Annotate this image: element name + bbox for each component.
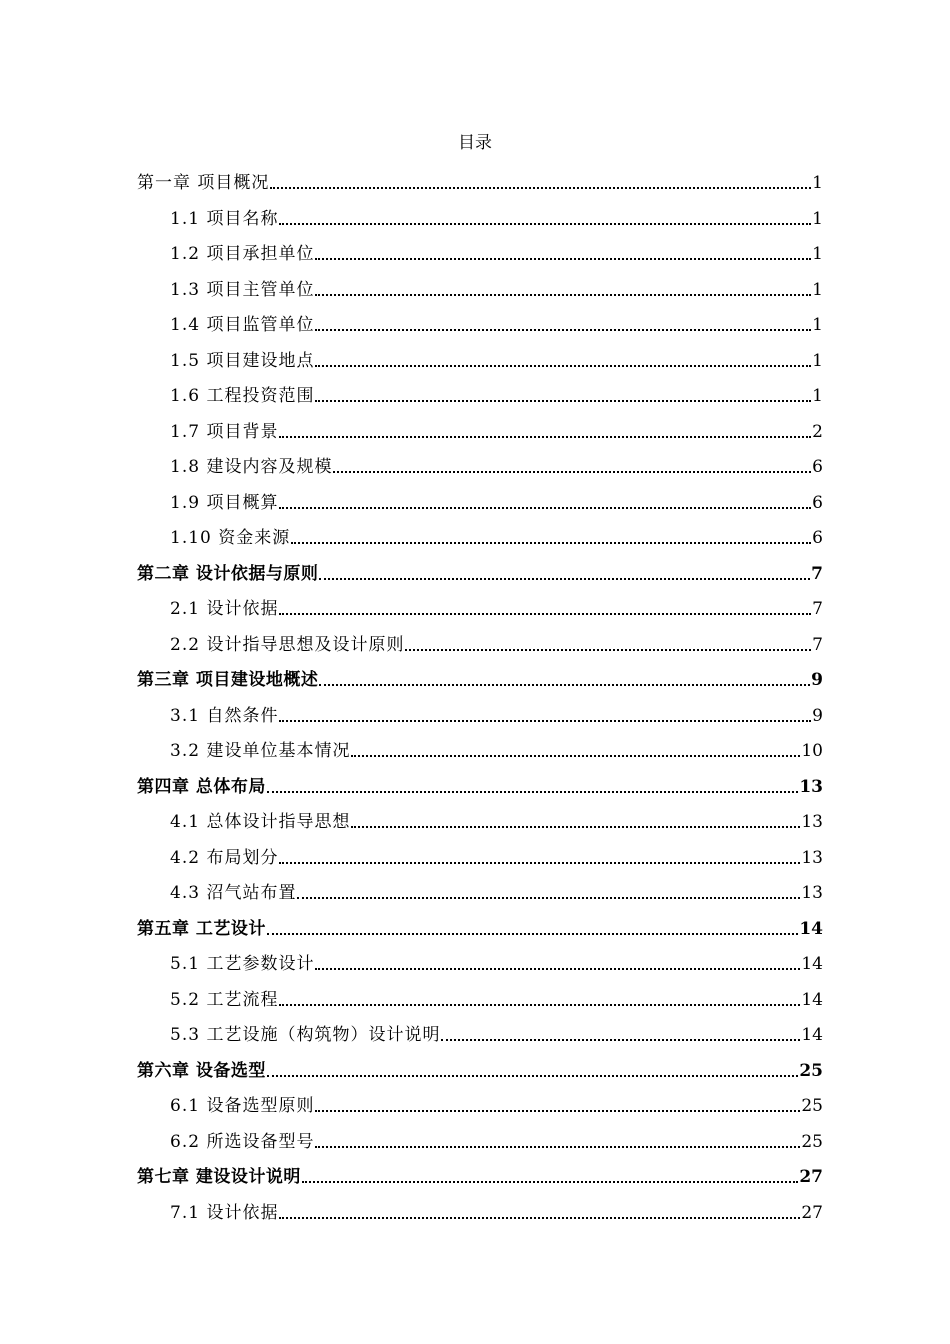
toc-entry-label: 5.2 工艺流程 (170, 989, 279, 1010)
toc-dot-leader (315, 400, 811, 402)
toc-entry-label: 1.6 工程投资范围 (170, 386, 315, 406)
toc-dot-leader (441, 1039, 800, 1041)
toc-dot-leader (279, 436, 811, 438)
toc-section-entry[interactable] (170, 837, 823, 869)
toc-section-entry[interactable] (170, 517, 823, 549)
toc-entry-label: 4.3 沼气站布置 (170, 883, 297, 903)
toc-page-number: 1 (812, 315, 823, 335)
toc-page-number: 2 (812, 421, 823, 442)
toc-dot-leader (319, 684, 810, 686)
toc-page-number: 13 (801, 883, 823, 903)
toc-dot-leader (279, 613, 811, 615)
toc-entry-label: 4.2 布局划分 (170, 847, 279, 868)
toc-section-entry[interactable] (170, 446, 823, 478)
toc-page-number: 14 (801, 954, 823, 974)
toc-entry-label: 6.1 设备选型原则 (170, 1096, 315, 1116)
toc-section-entry[interactable] (170, 943, 823, 975)
toc-chapter-entry[interactable] (137, 1156, 823, 1188)
toc-page-number: 27 (801, 1202, 823, 1223)
toc-dot-leader (315, 1110, 800, 1112)
toc-entry-label: 第四章 总体布局 (137, 776, 266, 797)
toc-page-number: 7 (811, 563, 823, 584)
toc-section-entry[interactable] (170, 872, 823, 904)
toc-dot-leader (319, 578, 810, 580)
toc-dot-leader (351, 826, 800, 828)
toc-entry-label: 6.2 所选设备型号 (170, 1131, 315, 1152)
toc-entry-label: 2.2 设计指导思想及设计原则 (170, 634, 405, 655)
toc-entry-label: 第六章 设备选型 (137, 1060, 266, 1081)
toc-page-number: 1 (812, 173, 823, 193)
toc-page-number: 9 (812, 705, 823, 726)
toc-chapter-entry[interactable] (137, 766, 823, 798)
toc-dot-leader (267, 933, 798, 935)
toc-section-entry[interactable] (170, 801, 823, 833)
toc-chapter-entry[interactable] (137, 162, 823, 194)
toc-page-number: 25 (801, 1131, 823, 1152)
toc-page-number: 7 (812, 634, 823, 655)
toc-entry-label: 第五章 工艺设计 (137, 918, 266, 939)
toc-dot-leader (267, 1075, 798, 1077)
toc-dot-leader (351, 755, 800, 757)
toc-section-entry[interactable] (170, 375, 823, 407)
toc-dot-leader (405, 649, 811, 651)
toc-dot-leader (279, 1217, 800, 1219)
toc-page-number: 13 (801, 812, 823, 832)
toc-dot-leader (315, 1146, 800, 1148)
toc-dot-leader (315, 258, 811, 260)
toc-entry-label: 5.3 工艺设施（构筑物）设计说明 (170, 1025, 441, 1045)
toc-chapter-entry[interactable] (137, 659, 823, 691)
toc-entry-label: 4.1 总体设计指导思想 (170, 812, 351, 832)
toc-page-number: 14 (801, 989, 823, 1010)
toc-entry-label: 7.1 设计依据 (170, 1202, 279, 1223)
toc-page-number: 13 (801, 847, 823, 868)
toc-entry-label: 1.1 项目名称 (170, 208, 279, 229)
toc-section-entry[interactable] (170, 269, 823, 301)
toc-dot-leader (279, 862, 800, 864)
toc-entry-label: 2.1 设计依据 (170, 599, 279, 619)
toc-page-number: 25 (799, 1060, 823, 1081)
toc-dot-leader (333, 471, 811, 473)
toc-page-number: 6 (812, 457, 823, 477)
toc-page-number: 7 (812, 599, 823, 619)
toc-page-number: 25 (801, 1096, 823, 1116)
toc-dot-leader (279, 720, 811, 722)
toc-section-entry[interactable] (170, 1014, 823, 1046)
toc-chapter-entry[interactable] (137, 908, 823, 940)
toc-chapter-entry[interactable] (137, 553, 823, 585)
toc-page-number: 27 (799, 1167, 823, 1187)
toc-entry-label: 1.8 建设内容及规模 (170, 457, 333, 477)
toc-dot-leader (267, 791, 798, 793)
toc-entry-label: 第七章 建设设计说明 (137, 1167, 301, 1187)
toc-entry-label: 第一章 项目概况 (137, 173, 270, 193)
toc-entry-label: 5.1 工艺参数设计 (170, 954, 315, 974)
toc-page-number: 14 (801, 1025, 823, 1045)
toc-section-entry[interactable] (170, 1121, 823, 1153)
toc-page-number: 1 (812, 350, 823, 371)
toc-page-number: 9 (811, 670, 823, 690)
toc-dot-leader (279, 507, 811, 509)
toc-entry-label: 第三章 项目建设地概述 (137, 670, 319, 690)
toc-section-entry[interactable] (170, 482, 823, 514)
toc-entry-label: 1.5 项目建设地点 (170, 350, 315, 371)
toc-dot-leader (297, 897, 800, 899)
toc-page-number: 1 (812, 279, 823, 300)
toc-section-entry[interactable] (170, 304, 823, 336)
toc-page-number: 13 (799, 776, 823, 797)
toc-section-entry[interactable] (170, 1085, 823, 1117)
toc-entry-label: 3.1 自然条件 (170, 705, 279, 726)
toc-entry-label: 1.7 项目背景 (170, 421, 279, 442)
toc-dot-leader (315, 294, 811, 296)
toc-page-number: 1 (812, 386, 823, 406)
toc-dot-leader (315, 329, 811, 331)
toc-dot-leader (315, 968, 800, 970)
toc-entry-label: 1.2 项目承担单位 (170, 244, 315, 264)
toc-section-entry[interactable] (170, 233, 823, 265)
toc-page-number: 10 (801, 741, 823, 761)
toc-page-number: 1 (812, 244, 823, 264)
toc-dot-leader (315, 365, 811, 367)
toc-section-entry[interactable] (170, 588, 823, 620)
toc-entry-label: 3.2 建设单位基本情况 (170, 741, 351, 761)
toc-section-entry[interactable] (170, 979, 823, 1011)
toc-entry-label: 1.4 项目监管单位 (170, 315, 315, 335)
toc-entry-label: 第二章 设计依据与原则 (137, 563, 319, 584)
toc-dot-leader (302, 1181, 798, 1183)
toc-entry-label: 1.9 项目概算 (170, 492, 279, 513)
toc-page-number: 6 (812, 528, 823, 548)
toc-dot-leader (279, 223, 811, 225)
toc-title: 目录 (458, 133, 492, 153)
toc-entry-label: 1.3 项目主管单位 (170, 279, 315, 300)
toc-section-entry[interactable] (170, 411, 823, 443)
toc-page-number: 14 (799, 918, 823, 939)
toc-dot-leader (279, 1004, 800, 1006)
toc-section-entry[interactable] (170, 624, 823, 656)
toc-section-entry[interactable] (170, 695, 823, 727)
toc-section-entry[interactable] (170, 198, 823, 230)
toc-entry-label: 1.10 资金来源 (170, 528, 291, 548)
toc-chapter-entry[interactable] (137, 1050, 823, 1082)
toc-dot-leader (270, 187, 811, 189)
toc-page-number: 1 (812, 208, 823, 229)
toc-page-number: 6 (812, 492, 823, 513)
toc-section-entry[interactable] (170, 1192, 823, 1224)
toc-section-entry[interactable] (170, 340, 823, 372)
toc-section-entry[interactable] (170, 730, 823, 762)
toc-dot-leader (291, 542, 811, 544)
